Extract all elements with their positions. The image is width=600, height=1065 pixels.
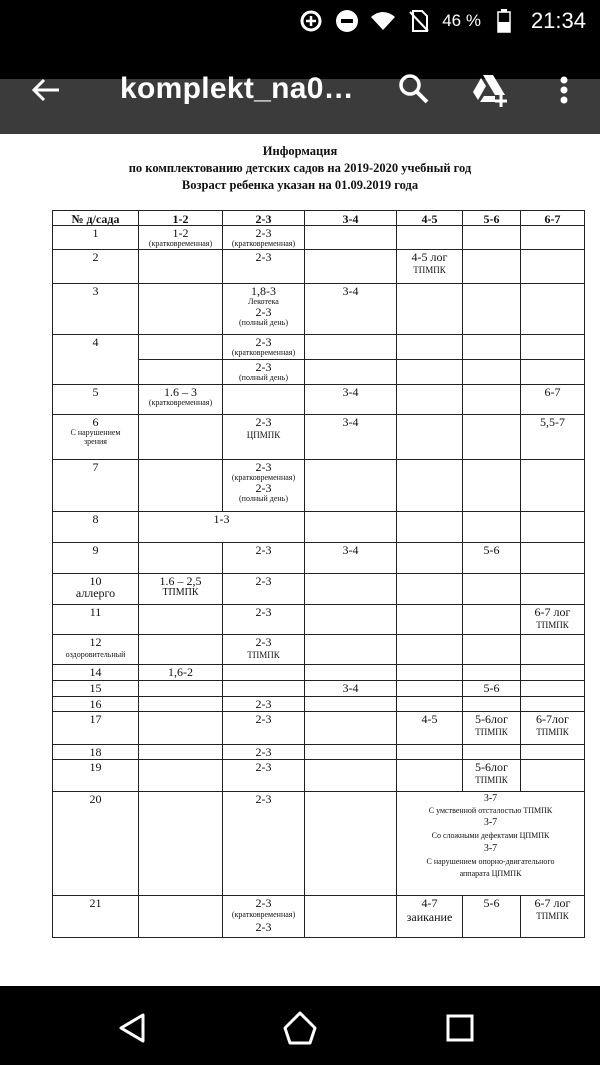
table-row: [53, 665, 585, 681]
cell-value: 2-3: [255, 760, 272, 774]
wifi-icon: [370, 8, 396, 34]
table-row: [53, 896, 585, 938]
table-row: [53, 335, 585, 360]
cell-value: 2-3: [255, 226, 272, 240]
table-header: 1-2: [139, 211, 223, 226]
cell-note: ТПМПК: [247, 650, 280, 660]
cell-value: 1,8-3: [251, 284, 276, 298]
cell-note: оздоровительный: [65, 650, 126, 659]
row-number: 21: [89, 896, 102, 910]
cell-note: ТПМПК: [536, 911, 569, 921]
cell-value: 2-3: [255, 574, 272, 588]
cell-value: 2-3: [255, 543, 272, 557]
app-toolbar: [0, 42, 600, 134]
table-header: 2-3: [223, 211, 305, 226]
cell-note: зрения: [84, 437, 107, 446]
battery-icon: [491, 8, 517, 34]
add-to-drive-icon[interactable]: [470, 70, 510, 110]
cell-value: 2-3: [255, 481, 272, 495]
cell-value: 1-2: [172, 226, 189, 240]
row-number: 6: [92, 415, 99, 429]
more-vert-icon[interactable]: [550, 70, 578, 110]
no-sim-icon: [406, 8, 432, 34]
cell-value: 5-6лог: [475, 760, 508, 774]
cell-note: (кратковременная): [148, 239, 213, 248]
table-row: [53, 415, 585, 460]
table-header: 4-5: [397, 211, 463, 226]
cell-value: 3-4: [342, 284, 359, 298]
data-saver-icon: [298, 8, 324, 34]
row-number: 2: [92, 250, 99, 264]
cell-value: 2-3: [255, 605, 272, 619]
row-number: 3: [92, 284, 99, 298]
table-row: [53, 284, 585, 335]
table-row: [53, 697, 585, 712]
cell-note: (кратковременная): [148, 398, 213, 407]
row-number: 16: [89, 697, 102, 711]
kindergarten-table: [52, 210, 585, 938]
cell-value: 6-7лог: [536, 712, 569, 726]
cell-value: 1,6-2: [168, 665, 193, 679]
cell-value: 3-7: [483, 793, 498, 804]
cell-note: ТПМПК: [475, 775, 508, 785]
row-number: 4: [92, 335, 99, 349]
cell-note: ЦПМПК: [246, 430, 281, 440]
table-header-row: [53, 211, 585, 226]
cell-value: 1.6 – 3: [164, 385, 197, 399]
cell-note: ТПМПК: [536, 620, 569, 630]
document-title: komplekt_na0…: [120, 72, 354, 105]
cell-value: 2-3: [255, 712, 272, 726]
cell-value: 1-3: [213, 512, 230, 526]
table-row: [53, 385, 585, 415]
cell-value: 2-3: [255, 360, 272, 374]
cell-value: 3-4: [342, 385, 359, 399]
cell-value: 6-7 лог: [534, 896, 571, 910]
cell-note: С умственной отсталостью ТПМПК: [428, 806, 553, 815]
do-not-disturb-icon: [334, 8, 360, 34]
cell-value: 4-5: [421, 712, 438, 726]
cell-note: (полный день): [239, 494, 288, 503]
table-row: [53, 635, 585, 665]
cell-value: 3-4: [342, 543, 359, 557]
row-number: 11: [89, 605, 102, 619]
cell-note: ТПМПК: [413, 265, 446, 275]
table-row: [53, 712, 585, 745]
document-heading: [0, 143, 600, 194]
cell-value: 4-7: [421, 896, 438, 910]
row-number: 17: [89, 712, 102, 726]
cell-value: 2-3: [255, 920, 272, 934]
cell-note: ТПМПК: [536, 727, 569, 737]
clock: 21:34: [530, 8, 586, 33]
table-row: [53, 226, 585, 250]
cell-value: 6-7 лог: [534, 605, 571, 619]
heading-line-2: по комплектованию детских садов на 2019-2020 учебный год: [128, 161, 472, 175]
cell-value: 5-6: [483, 681, 500, 695]
cell-value: 2-3: [255, 250, 272, 264]
cell-value: 1.6 – 2,5: [159, 574, 202, 588]
table-row: [53, 760, 585, 792]
row-number: 8: [92, 512, 99, 526]
heading-line-3: Возраст ребенка указан на 01.09.2019 года: [181, 178, 419, 192]
cell-value: 5-6: [483, 543, 500, 557]
cell-value: 5-6лог: [475, 712, 508, 726]
cell-note: (кратковременная): [231, 910, 296, 919]
row-number: 12: [89, 635, 102, 649]
cell-note: ТПМПК: [475, 727, 508, 737]
table-row: [53, 745, 585, 760]
cell-value: 2-3: [255, 697, 272, 711]
cell-note: ТПМПК: [162, 587, 199, 598]
cell-note: (кратковременная): [231, 473, 296, 482]
cell-value: 2-3: [255, 305, 272, 319]
table-header: № д/сада: [53, 211, 139, 226]
cell-note: (полный день): [239, 318, 288, 327]
row-number: 14: [89, 665, 102, 679]
nav-recents-icon[interactable]: [440, 1008, 480, 1048]
cell-value: 2-3: [255, 415, 272, 429]
navigation-bar: [0, 986, 600, 1065]
row-number: 10: [89, 574, 102, 588]
cell-value: 2-3: [255, 335, 272, 349]
nav-back-icon[interactable]: [112, 1008, 152, 1048]
table-row: [53, 460, 585, 512]
cell-note: (полный день): [239, 373, 288, 382]
table-row: [53, 792, 585, 896]
cell-value: 3-4: [342, 681, 359, 695]
status-bar: [0, 0, 600, 42]
cell-note: аллерго: [75, 586, 116, 600]
cell-value: 2-3: [255, 745, 272, 759]
table-row: [53, 605, 585, 635]
cell-value: 2-3: [255, 896, 272, 910]
cell-note: аппарата ЦПМПК: [459, 869, 522, 878]
cell-note: С нарушением опорно-двигательного: [426, 857, 555, 866]
row-number: 18: [89, 745, 102, 759]
cell-note: Со сложными дефектами ЦПМПК: [431, 831, 550, 840]
heading-line-1: Информация: [262, 144, 338, 158]
table-row: [53, 574, 585, 605]
cell-value: 3-7: [483, 817, 498, 828]
table-row: [53, 681, 585, 697]
table-header: 3-4: [305, 211, 397, 226]
cell-value: 6-7: [544, 385, 561, 399]
table-header: 6-7: [521, 211, 585, 226]
cell-value: 2-3: [255, 460, 272, 474]
table-row: [53, 543, 585, 574]
row-number: 7: [92, 460, 99, 474]
cell-value: 4-5 лог: [411, 250, 448, 264]
table-header: 5-6: [463, 211, 521, 226]
cell-note: Лекотека: [248, 297, 279, 306]
table-row: [53, 512, 585, 543]
cell-note: С нарушением: [70, 428, 121, 437]
cell-value: 5-6: [483, 896, 500, 910]
back-arrow-icon[interactable]: [28, 72, 64, 108]
row-number: 15: [89, 681, 102, 695]
battery-percent: 46 %: [442, 11, 481, 30]
cell-value: 2-3: [255, 792, 272, 806]
cell-value: 2-3: [255, 635, 272, 649]
cell-value: 3-4: [342, 415, 359, 429]
cell-note: (кратковременная): [231, 239, 296, 248]
row-number: 19: [89, 760, 102, 774]
search-icon[interactable]: [395, 70, 433, 108]
cell-note: заикание: [406, 910, 453, 924]
cell-value: 3-7: [483, 843, 498, 854]
row-number: 20: [89, 792, 102, 806]
row-number: 5: [92, 385, 99, 399]
cell-value: 5,5-7: [540, 415, 565, 429]
cell-note: (кратковременная): [231, 348, 296, 357]
row-number: 1: [92, 226, 99, 240]
nav-home-icon[interactable]: [280, 1008, 320, 1048]
row-number: 9: [92, 543, 99, 557]
pdf-page[interactable]: [0, 134, 600, 986]
table-row: [53, 250, 585, 284]
